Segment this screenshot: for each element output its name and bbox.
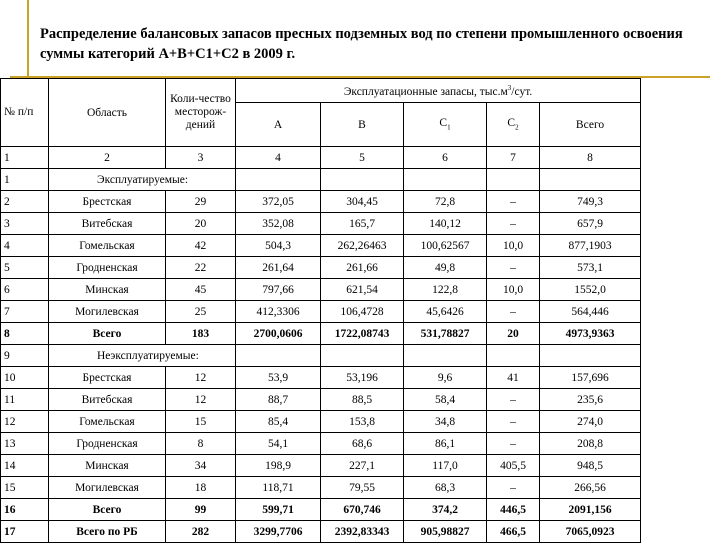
reserves-table (0, 78, 641, 543)
category-c2-cell: – (487, 411, 540, 433)
total-cell: 235,6 (540, 389, 641, 411)
category-c2-cell: – (487, 257, 540, 279)
table-row (1, 389, 641, 411)
row-number: 8 (1, 323, 49, 345)
header-reserves-group (236, 79, 641, 103)
total-cell: 208,8 (540, 433, 641, 455)
total-cell: 4973,9363 (540, 323, 641, 345)
table-row (1, 257, 641, 279)
numbering-cell: 2 (49, 147, 166, 169)
total-cell: 749,3 (540, 191, 641, 213)
header-col-total: Всего (540, 103, 641, 147)
row-number: 11 (1, 389, 49, 411)
region-cell: Гомельская (49, 411, 166, 433)
decorative-vertical-line (27, 0, 29, 76)
category-c1-cell: 58,4 (404, 389, 487, 411)
category-c2-cell: – (487, 301, 540, 323)
category-c1-cell: 905,98827 (404, 521, 487, 543)
deposit-count-cell: 20 (166, 213, 236, 235)
numbering-cell: 6 (404, 147, 487, 169)
category-b-cell: 106,4728 (321, 301, 404, 323)
header-col-c2-letter: С (507, 117, 516, 130)
category-b-cell: 1722,08743 (321, 323, 404, 345)
region-cell: Могилевская (49, 301, 166, 323)
header-col-c2 (487, 103, 540, 147)
table-row (1, 433, 641, 455)
category-a-cell: 88,7 (236, 389, 321, 411)
total-cell: 266,56 (540, 477, 641, 499)
category-b-cell: 262,26463 (321, 235, 404, 257)
category-c1-cell: 531,78827 (404, 323, 487, 345)
category-c1-cell: 9,6 (404, 367, 487, 389)
empty-cell (236, 345, 321, 367)
category-c1-cell: 45,6426 (404, 301, 487, 323)
empty-cell (487, 169, 540, 191)
total-row (1, 521, 641, 543)
deposit-count-cell: 29 (166, 191, 236, 213)
category-c2-cell: – (487, 433, 540, 455)
category-c1-cell: 122,8 (404, 279, 487, 301)
deposit-count-cell: 8 (166, 433, 236, 455)
section-exploited-label: Эксплуатируемые: (49, 169, 236, 191)
category-c2-cell: 10,0 (487, 235, 540, 257)
region-cell: Минская (49, 455, 166, 477)
category-b-cell: 2392,83343 (321, 521, 404, 543)
category-b-cell: 79,55 (321, 477, 404, 499)
header-reserves-suffix: /сут. (511, 85, 533, 98)
category-b-cell: 621,54 (321, 279, 404, 301)
header-reserves-text: Эксплуатационные запасы, тыс.м (343, 85, 508, 98)
category-c1-cell: 100,62567 (404, 235, 487, 257)
deposit-count-cell: 25 (166, 301, 236, 323)
table-row (1, 235, 641, 257)
region-cell: Брестская (49, 367, 166, 389)
category-b-cell: 670,746 (321, 499, 404, 521)
category-c1-cell: 72,8 (404, 191, 487, 213)
category-a-cell: 352,08 (236, 213, 321, 235)
total-cell: 274,0 (540, 411, 641, 433)
deposit-count-cell: 12 (166, 389, 236, 411)
table-row (1, 213, 641, 235)
category-b-cell: 88,5 (321, 389, 404, 411)
region-cell: Витебская (49, 213, 166, 235)
category-c2-cell: – (487, 213, 540, 235)
category-c2-cell: 41 (487, 367, 540, 389)
numbering-row (1, 147, 641, 169)
deposit-count-cell: 183 (166, 323, 236, 345)
category-a-cell: 54,1 (236, 433, 321, 455)
numbering-cell: 8 (540, 147, 641, 169)
region-cell: Брестская (49, 191, 166, 213)
total-cell: 564,446 (540, 301, 641, 323)
header-region: Область (49, 79, 166, 147)
empty-cell (321, 169, 404, 191)
category-b-cell: 261,66 (321, 257, 404, 279)
category-b-cell: 68,6 (321, 433, 404, 455)
category-c1-cell: 374,2 (404, 499, 487, 521)
empty-cell (321, 345, 404, 367)
empty-cell (540, 169, 641, 191)
category-b-cell: 165,7 (321, 213, 404, 235)
header-col-b: В (321, 103, 404, 147)
deposit-count-cell: 282 (166, 521, 236, 543)
category-a-cell: 412,3306 (236, 301, 321, 323)
header-num: № п/п (1, 79, 49, 147)
numbering-cell: 3 (166, 147, 236, 169)
category-b-cell: 153,8 (321, 411, 404, 433)
numbering-cell: 1 (1, 147, 49, 169)
deposit-count-cell: 45 (166, 279, 236, 301)
row-number: 7 (1, 301, 49, 323)
total-cell: 657,9 (540, 213, 641, 235)
deposit-count-cell: 12 (166, 367, 236, 389)
table-row (1, 455, 641, 477)
region-cell: Гродненская (49, 433, 166, 455)
header-col-c1-sub: 1 (447, 123, 451, 132)
deposit-count-cell: 15 (166, 411, 236, 433)
header-col-a: А (236, 103, 321, 147)
region-cell: Всего (49, 323, 166, 345)
row-number: 15 (1, 477, 49, 499)
region-cell: Всего по РБ (49, 521, 166, 543)
category-a-cell: 504,3 (236, 235, 321, 257)
header-reserves-sup: 3 (507, 83, 512, 92)
row-number: 6 (1, 279, 49, 301)
category-b-cell: 304,45 (321, 191, 404, 213)
category-c1-cell: 49,8 (404, 257, 487, 279)
row-number: 9 (1, 345, 49, 367)
category-c2-cell: 20 (487, 323, 540, 345)
category-c1-cell: 140,12 (404, 213, 487, 235)
empty-cell (404, 345, 487, 367)
row-number: 16 (1, 499, 49, 521)
row-number: 14 (1, 455, 49, 477)
region-cell: Витебская (49, 389, 166, 411)
table-row (1, 191, 641, 213)
header-deposits: Коли-чество месторож-дений (166, 79, 236, 147)
total-cell: 157,696 (540, 367, 641, 389)
total-row (1, 499, 641, 521)
total-cell: 573,1 (540, 257, 641, 279)
section-exploited-row (1, 169, 641, 191)
row-number: 5 (1, 257, 49, 279)
category-c1-cell: 68,3 (404, 477, 487, 499)
table-row (1, 301, 641, 323)
category-a-cell: 372,05 (236, 191, 321, 213)
section-unexploited-row (1, 345, 641, 367)
category-a-cell: 261,64 (236, 257, 321, 279)
region-cell: Гомельская (49, 235, 166, 257)
row-number: 1 (1, 169, 49, 191)
empty-cell (540, 345, 641, 367)
region-cell: Гродненская (49, 257, 166, 279)
category-a-cell: 85,4 (236, 411, 321, 433)
region-cell: Минская (49, 279, 166, 301)
deposit-count-cell: 42 (166, 235, 236, 257)
header-col-c2-sub: 2 (515, 123, 519, 132)
total-cell: 948,5 (540, 455, 641, 477)
deposit-count-cell: 34 (166, 455, 236, 477)
page-title: Распределение балансовых запасов пресных подземных вод по степени промышленного освоения суммы категорий A+B+C1+C2 в 2009 г. (40, 26, 683, 62)
category-c2-cell: 446,5 (487, 499, 540, 521)
row-number: 3 (1, 213, 49, 235)
row-number: 12 (1, 411, 49, 433)
category-a-cell: 198,9 (236, 455, 321, 477)
deposit-count-cell: 18 (166, 477, 236, 499)
deposit-count-cell: 22 (166, 257, 236, 279)
category-a-cell: 118,71 (236, 477, 321, 499)
category-a-cell: 599,71 (236, 499, 321, 521)
total-cell: 2091,156 (540, 499, 641, 521)
table-row (1, 477, 641, 499)
category-c2-cell: – (487, 477, 540, 499)
category-c2-cell: – (487, 389, 540, 411)
total-cell: 877,1903 (540, 235, 641, 257)
region-cell: Всего (49, 499, 166, 521)
total-cell: 1552,0 (540, 279, 641, 301)
total-cell: 7065,0923 (540, 521, 641, 543)
category-c1-cell: 86,1 (404, 433, 487, 455)
row-number: 13 (1, 433, 49, 455)
category-c2-cell: 10,0 (487, 279, 540, 301)
table-row (1, 411, 641, 433)
region-cell: Могилевская (49, 477, 166, 499)
category-c2-cell: – (487, 191, 540, 213)
category-a-cell: 2700,0606 (236, 323, 321, 345)
numbering-cell: 4 (236, 147, 321, 169)
category-a-cell: 53,9 (236, 367, 321, 389)
category-b-cell: 53,196 (321, 367, 404, 389)
row-number: 4 (1, 235, 49, 257)
category-c1-cell: 117,0 (404, 455, 487, 477)
empty-cell (487, 345, 540, 367)
total-row (1, 323, 641, 345)
table-row (1, 367, 641, 389)
category-c2-cell: 466,5 (487, 521, 540, 543)
numbering-cell: 7 (487, 147, 540, 169)
table-row (1, 279, 641, 301)
category-c1-cell: 34,8 (404, 411, 487, 433)
deposit-count-cell: 99 (166, 499, 236, 521)
category-a-cell: 797,66 (236, 279, 321, 301)
category-c2-cell: 405,5 (487, 455, 540, 477)
numbering-cell: 5 (321, 147, 404, 169)
row-number: 10 (1, 367, 49, 389)
header-col-c1-letter: С (439, 117, 448, 130)
empty-cell (236, 169, 321, 191)
row-number: 2 (1, 191, 49, 213)
category-b-cell: 227,1 (321, 455, 404, 477)
row-number: 17 (1, 521, 49, 543)
section-unexploited-label: Неэксплуатируемые: (49, 345, 236, 367)
empty-cell (404, 169, 487, 191)
category-a-cell: 3299,7706 (236, 521, 321, 543)
header-col-c1 (404, 103, 487, 147)
